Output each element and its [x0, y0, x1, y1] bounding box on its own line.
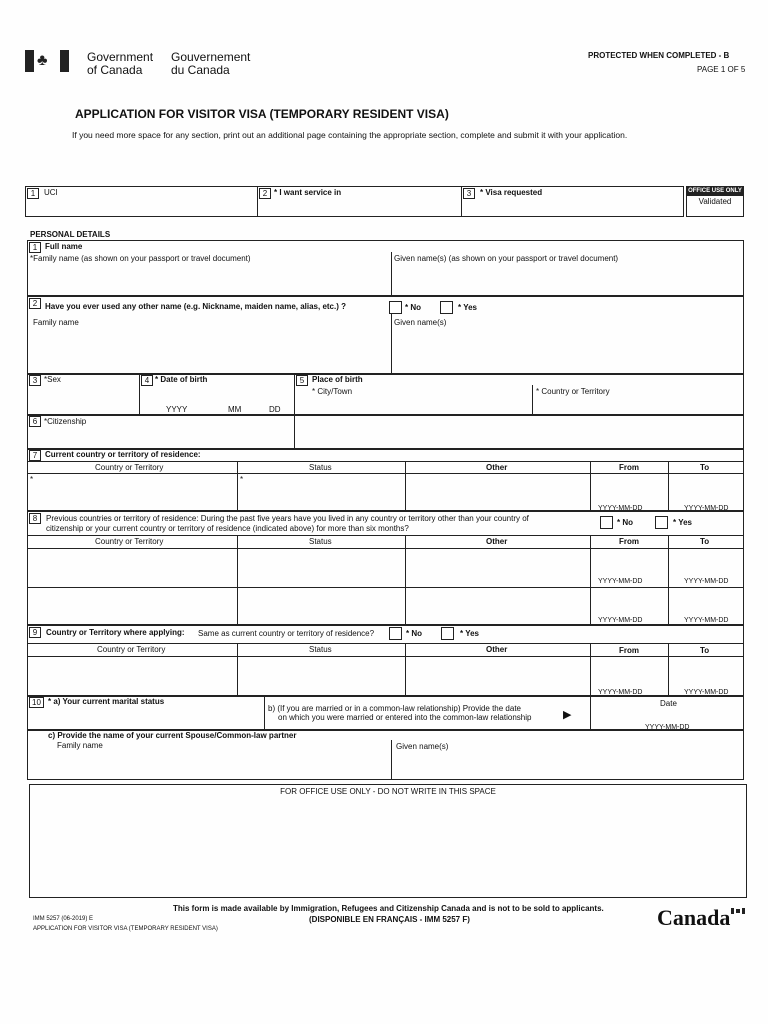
service-input[interactable]: [274, 198, 458, 215]
spouse-family-name-input[interactable]: [30, 752, 387, 778]
field-number: 3: [463, 188, 475, 199]
required-star: *: [240, 475, 244, 484]
other-name-no-checkbox[interactable]: [389, 301, 402, 314]
other-given-name-input[interactable]: [394, 330, 740, 370]
current-other-input[interactable]: [408, 476, 588, 509]
field-number: 10: [29, 697, 44, 708]
spouse-given-name-input[interactable]: [396, 752, 740, 778]
gov-fr-2: du Canada: [171, 63, 230, 77]
spouse-label: c) Provide the name of your current Spouse/Common-law partner: [48, 731, 297, 740]
field-number: 3: [29, 375, 41, 386]
family-name-label: Family name: [33, 318, 79, 327]
prev-status-select-1[interactable]: [240, 550, 403, 585]
same-as-no-checkbox[interactable]: [389, 627, 402, 640]
married-question-2: on which you were married or entered into the common-law relationship: [278, 713, 532, 722]
arrow-icon: ▶: [563, 709, 572, 721]
section-heading: PERSONAL DETAILS: [30, 230, 111, 239]
date-format: YYYY-MM-DD: [598, 617, 643, 624]
same-as-question: Same as current country or territory of residence?: [198, 629, 375, 638]
gov-en-2: of Canada: [87, 63, 143, 77]
date-format: YYYY-MM-DD: [598, 505, 643, 512]
current-from-input[interactable]: [593, 476, 666, 503]
pob-country-label: * Country or Territory: [536, 387, 610, 396]
applying-label: Country or Territory where applying:: [46, 628, 185, 637]
date-format: YYYY-MM-DD: [684, 578, 729, 585]
field-number: 2: [259, 188, 271, 199]
uci-input[interactable]: [44, 198, 254, 215]
city-label: * City/Town: [312, 387, 353, 396]
prev-res-no-checkbox[interactable]: [600, 516, 613, 529]
current-status-select[interactable]: [242, 476, 403, 509]
col-to: To: [700, 537, 710, 546]
sex-label: *Sex: [44, 375, 61, 384]
required-star: *: [30, 475, 34, 484]
sex-select[interactable]: [30, 387, 136, 413]
date-label: Date: [660, 699, 677, 708]
prev-res-question-2: citizenship or your current country or territory of residence (indicated above) for more than six months?: [46, 524, 409, 533]
marital-status-select[interactable]: [30, 709, 262, 728]
col-country: Country or Territory: [95, 537, 164, 546]
field-number: 1: [29, 242, 41, 253]
protected-label: PROTECTED WHEN COMPLETED - B: [588, 51, 730, 60]
office-use-text: FOR OFFICE USE ONLY - DO NOT WRITE IN THIS SPACE: [280, 787, 496, 796]
field-number: 2: [29, 298, 41, 309]
family-name-input[interactable]: [30, 266, 387, 294]
applying-other-input[interactable]: [408, 658, 588, 694]
footer-note: This form is made available by Immigration, Refugees and Citizenship Canada and is not to be sold to applicants.: [173, 904, 604, 913]
col-to: To: [700, 646, 710, 655]
no-label: * No: [406, 629, 422, 638]
date-format: YYYY-MM-DD: [684, 505, 729, 512]
current-res-label: Current country or territory of residence:: [45, 450, 201, 459]
prev-res-question: Previous countries or territory of residence: During the past five years have you lived in any country or territory other than your country of: [46, 514, 529, 523]
col-other: Other: [486, 645, 508, 654]
no-label: * No: [405, 303, 421, 312]
marriage-date-input[interactable]: [593, 710, 741, 722]
date-format: YYYY-MM-DD: [684, 617, 729, 624]
other-name-yes-checkbox[interactable]: [440, 301, 453, 314]
validated-label: Validated: [698, 197, 732, 206]
yes-label: * Yes: [458, 303, 477, 312]
col-from: From: [619, 463, 639, 472]
citizenship-input[interactable]: [30, 428, 292, 447]
city-input[interactable]: [312, 397, 528, 413]
date-format: YYYY-MM-DD: [598, 689, 643, 696]
prev-status-select-2[interactable]: [240, 589, 403, 623]
given-name-label: Given name(s): [394, 318, 447, 327]
col-from: From: [619, 646, 639, 655]
other-family-name-input[interactable]: [30, 330, 387, 370]
form-title: APPLICATION FOR VISITOR VISA (TEMPORARY RESIDENT VISA): [75, 107, 449, 121]
field-number: 7: [29, 450, 41, 461]
applying-country-input[interactable]: [30, 658, 235, 694]
dd-label: DD: [269, 405, 281, 414]
no-label: * No: [617, 518, 633, 527]
dob-input[interactable]: [142, 387, 292, 404]
family-name-label: *Family name (as shown on your passport or travel document): [30, 254, 251, 263]
col-status: Status: [309, 537, 332, 546]
yyyy-label: YYYY: [166, 405, 188, 414]
col-other: Other: [486, 537, 508, 546]
col-status: Status: [309, 645, 332, 654]
married-question: b) (If you are married or in a common-law relationship) Provide the date: [268, 704, 521, 713]
col-other: Other: [486, 463, 508, 472]
pob-country-input[interactable]: [536, 397, 741, 413]
footer-french: (DISPONIBLE EN FRANÇAIS - IMM 5257 F): [309, 915, 470, 924]
col-status: Status: [309, 463, 332, 472]
page-number: PAGE 1 OF 5: [697, 65, 746, 74]
field-number: 8: [29, 513, 41, 524]
citizenship-label: *Citizenship: [44, 417, 87, 426]
prev-res-yes-checkbox[interactable]: [655, 516, 668, 529]
prev-country-input-1[interactable]: [30, 550, 235, 585]
visa-label: * Visa requested: [480, 188, 543, 197]
gov-en: Government: [87, 50, 154, 64]
other-name-question: Have you ever used any other name (e.g. Nickname, maiden name, alias, etc.) ?: [45, 302, 347, 311]
given-name-input[interactable]: [394, 266, 740, 294]
applying-status-select[interactable]: [240, 658, 403, 694]
gov-fr: Gouvernement: [171, 50, 251, 64]
visa-input[interactable]: [480, 198, 680, 215]
office-use-area: [29, 784, 747, 898]
pob-label: Place of birth: [312, 375, 363, 384]
date-format: YYYY-MM-DD: [598, 578, 643, 585]
current-to-input[interactable]: [671, 476, 742, 503]
wordmark-flag-icon: [731, 908, 745, 914]
marital-label: * a) Your current marital status: [48, 697, 165, 706]
service-label: * I want service in: [274, 188, 342, 197]
col-from: From: [619, 537, 639, 546]
spouse-family-name-label: Family name: [57, 741, 103, 750]
canada-wordmark: Canada: [657, 905, 731, 930]
field-number: 9: [29, 627, 41, 638]
col-country: Country or Territory: [97, 645, 166, 654]
yes-label: * Yes: [673, 518, 692, 527]
prev-other-input-2[interactable]: [408, 589, 588, 623]
spouse-given-name-label: Given name(s): [396, 742, 449, 751]
same-as-yes-checkbox[interactable]: [441, 627, 454, 640]
date-format: YYYY-MM-DD: [645, 724, 690, 731]
date-format: YYYY-MM-DD: [684, 689, 729, 696]
yes-label: * Yes: [460, 629, 479, 638]
prev-country-input-2[interactable]: [30, 589, 235, 623]
form-code: IMM 5257 (06-2019) E: [33, 916, 94, 922]
current-country-input[interactable]: [32, 476, 235, 509]
full-name-label: Full name: [45, 242, 83, 251]
dob-label: * Date of birth: [155, 375, 208, 384]
canada-flag-icon: ♣: [25, 50, 69, 72]
col-to: To: [700, 463, 710, 472]
form-name: APPLICATION FOR VISITOR VISA (TEMPORARY RESIDENT VISA): [33, 926, 218, 932]
prev-other-input-1[interactable]: [408, 550, 588, 585]
office-use-label: OFFICE USE ONLY: [686, 187, 744, 196]
field-number: 1: [27, 188, 39, 199]
given-name-label: Given name(s) (as shown on your passport or travel document): [394, 254, 619, 263]
field-number: 6: [29, 416, 41, 427]
mm-label: MM: [228, 405, 242, 414]
form-subtitle: If you need more space for any section, print out an additional page containing the appropriate section, complete and submit it with your application.: [72, 130, 628, 140]
field-number: 4: [141, 375, 153, 386]
col-country: Country or Territory: [95, 463, 164, 472]
field-number: 5: [296, 375, 308, 386]
uci-label: UCI: [44, 188, 58, 197]
